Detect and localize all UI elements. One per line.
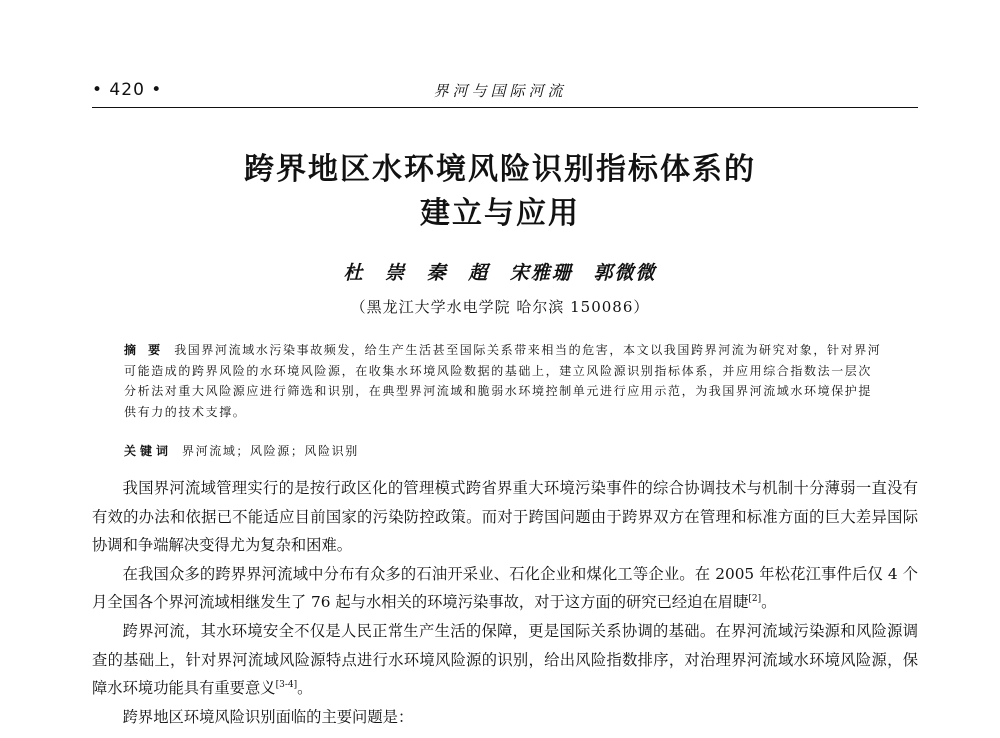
affiliation: （黑龙江大学水电学院 哈尔滨 150086） xyxy=(350,298,650,316)
paragraph-1: 我国界河流域管理实行的是按行政区化的管理模式跨省界重大环境污染事件的综合协调技术与机制十分薄弱一直没有有效的办法和依据已不能适应目前国家的污染防控政策。而对于跨国问题由于跨界双方在管理和标准方面的巨大差异国际协调和争端解决变得尤为复杂和困难。 xyxy=(92,479,918,555)
page-number: • 420 • xyxy=(92,80,163,100)
abstract xyxy=(124,340,884,422)
abstract-label: 摘 要 xyxy=(124,343,165,357)
paragraph-3: 跨界河流，其水环境安全不仅是人民正常生产生活的保障，更是国际关系协调的基础。在界河流域污染源和风险源调查的基础上，针对界河流域风险源特点进行水环境风险源的识别，给出风险指数排序，对治理界河流域水环境风险源，保障水环境功能具有重要意义[3-4]。 xyxy=(92,621,918,698)
body-text xyxy=(92,474,918,731)
title-line-2: 建立与应用 xyxy=(420,196,580,231)
article-title xyxy=(0,148,1000,236)
keywords-text: 界河流域；风险源；风险识别 xyxy=(182,444,359,458)
authors: 杜 崇 秦 超 宋雅珊 郭微微 xyxy=(343,262,657,284)
paragraph-4: 跨界地区环境风险识别面临的主要问题是： xyxy=(122,707,414,726)
title-line-1: 跨界地区水环境风险识别指标体系的 xyxy=(244,152,756,187)
running-head: 界河与国际河流 xyxy=(433,82,567,100)
keywords xyxy=(124,442,884,459)
citation-3-4: [3-4] xyxy=(275,680,298,691)
paragraph-2: 在我国众多的跨界界河流域中分布有众多的石油开采业、石化企业和煤化工等企业。在 2005 年松花江事件后仅 4 个月全国各个界河流域相继发生了 76 起与水相关的环境污染事故，对于这方面的研究已经迫在眉睫[2]。 xyxy=(92,564,918,612)
keywords-label: 关键词 xyxy=(124,444,173,458)
abstract-text: 我国界河流域水污染事故频发，给生产生活甚至国际关系带来相当的危害，本文以我国跨界河流为研究对象，针对界河可能造成的跨界风险的水环境风险源，在收集水环境风险数据的基础上，建立风险源识别指标体系，并应用综合指数法一层次分析法对重大风险源应进行筛选和识别，在典型界河流域和脆弱水环境控制单元进行应用示范，为我国界河流域水环境保护提供有力的技术支撑。 xyxy=(124,343,882,419)
citation-2: [2] xyxy=(748,594,762,605)
header-rule xyxy=(92,107,918,108)
